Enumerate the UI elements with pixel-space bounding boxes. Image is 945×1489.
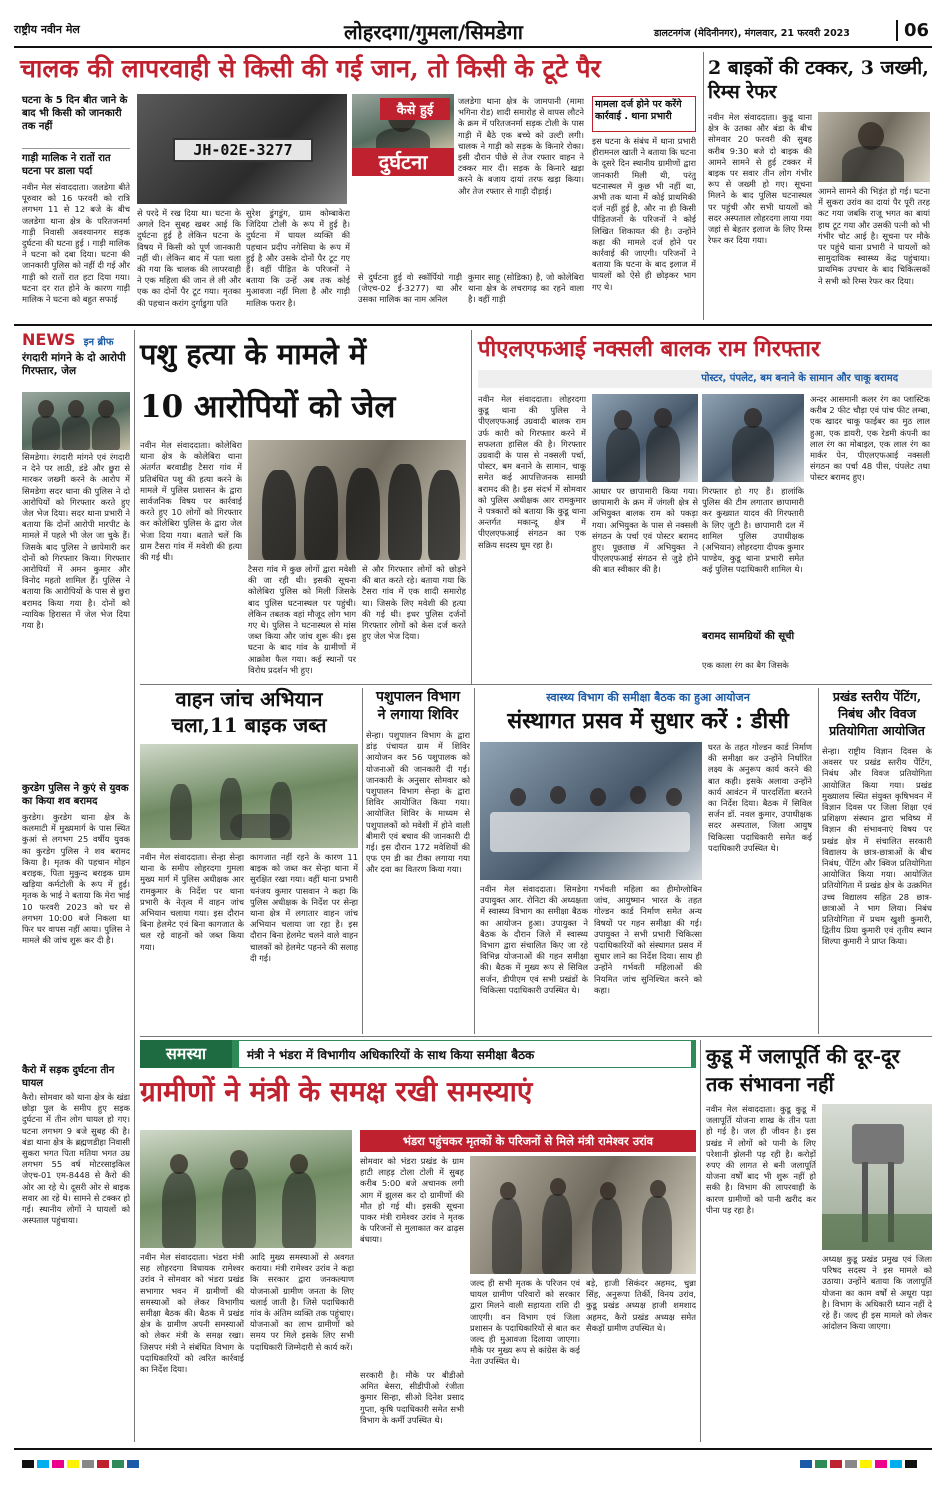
health-headline: संस्थागत प्रसव में सुधार करें : डीसी — [507, 708, 789, 734]
animal-col-2: टैसरा गांव में कुछ लोगों द्वारा मवेशी की जा रही थी। इसकी सूचना कोलेबिरा पुलिस को मिली जिसके बाद पुलिस घटनास्थल पर पहुंची। लेकिन तबतक वहां मौजूद लोग भाग गए थे। पुलिस ने घटनास्थल से मांस जब्त किया और जांच शुरू की। इस घटना के बाद गांव के ग्रामीणों में आक्रोश फैल गया। कई स्थानों पर विरोध प्रदर्शन भी हुए। — [248, 564, 356, 675]
vehicle-col-1: नवीन मेल संवाददाता। सेन्हा सेन्हा थाना के समीप लोहरदगा गुमला मुख्य मार्ग में पुलिस अधीक्षक आर रामकुमार के निर्देश पर थाना प्रभारी के नेतृत्व में वाहन जांच अभियान चलाया गया। इस दौरान बिना हेलमेट एवं बिना कागजात के चल रहे वाहनों को जब्त किया गया। — [140, 852, 244, 952]
naxal-headline: पीएलएफआई नक्सली बालक राम गिरफ्तार — [478, 336, 820, 362]
lead-col-5: से दुर्घटना हुई वो स्कॉर्पियो गाड़ी (जेएच-02 ई-3277) था और उसका मालिक का नाम अनिल — [358, 272, 462, 305]
lead-headline: चालक की लापरवाही से किसी की गई जान, तो किसी के टूटे पैर — [20, 54, 601, 83]
minister-col-1: नवीन मेल संवाददाता। भंडरा मंत्री सह लोहरदगा विधायक रामेश्वर उरांव ने सोमवार को भंडरा प्रखंड सभागार भवन में ग्रामीणों की समस्याओं को लेकर विभागीय समीक्षा बैठक की। बैठक में प्रखंड क्षेत्र के ग्रामीण अपनी समस्याओं को लेकर मंत्री के समक्ष रखा। जिसपर मंत्री ने संबंधित विभाग के पदाधिकारियों को त्वरित कार्रवाई का निर्देश दिया। — [140, 1252, 244, 1375]
edition-line: डालटनगंज (मेदिनीनगर), मंगलवार, 21 फरवरी 2023 — [654, 28, 850, 39]
lead-col-4: जलडेगा थाना क्षेत्र के जामपानी (मामा भगिना रोड) शादी समारोह से वापस लौटने के क्रम में परितजनर्मा सड़क टोली के पास गाड़ी में बैठे एक बच्चे को उल्टी लगी। चालक ने गाड़ी को सड़क के किनारे रोका। इसी दौरान पीछे से तेज रफ्तार वाहन ने टक्कर मार दी। सड़क के किनारे खड़ा करने के बजाय दायां तरफ खड़ा किया। और तेज रफ्तार से गाड़ी दौड़ाई। — [458, 96, 584, 196]
minister-sub-col-2: जल्द ही सभी मृतक के परिजन एवं घायल ग्रामीण परिवारों को सरकार द्वारा मिलने वाली सहायता राशि दी जाएगी। वन विभाग एवं जिला प्रशासन के पदाधिकारियों से बात कर जल्द ही मुआवजा दिलाया जाएगा। मौके पर मुख्य रूप से कांग्रेस के कई नेता उपस्थित थे। — [470, 1278, 580, 1367]
header-rule — [14, 46, 932, 48]
color-registration-marks-right — [800, 1460, 917, 1468]
accused-photo — [248, 440, 466, 560]
brand-logo: राष्ट्रीय नवीन मेल — [14, 23, 80, 36]
vehicle-col-2: कागजात नहीं रहने के कारण 11 बाइक को जब्त कर सेन्हा थाना में सुरक्षित रखा गया। वहीं थाना प्रभारी धनंजय कुमार पासवान ने कहा कि पुलिस अधीक्षक के निर्देश पर सेन्हा थाना क्षेत्र में लगातार वाहन जांच अभियान चलाया जा रहा है। इस दौरान बिना हेलमेट चलने वाले वाहन चालकों को हेलमेट पहनने की सलाह दी गई। — [250, 852, 358, 963]
water-tank-photo — [822, 1104, 932, 1250]
injured-photo — [818, 112, 930, 182]
lead-col-6: कुमार साहू (सोडिका) है, जो कोलेबिरा थाना क्षेत्र के लचरागढ़ का रहने वाला है। वहीं गाड़ी — [468, 272, 584, 305]
health-col-2: गर्भवती महिला का हीमोग्लोबिन जांच, आयुष्मान भारत के तहत गोल्डन कार्ड निर्माण समेत अन्य विषयों पर गहन समीक्षा की गई। उपायुक्त ने सभी प्रभारी चिकित्सा पदाधिकारियों को संस्थागत प्रसव में सुधार लाने का निर्देश दिया। साथ ही उन्होंने गर्भवती महिलाओं की नियमित जांच सुनिश्चित करने को कहा। — [594, 884, 702, 995]
animal-col-3: से और गिरफ्तार लोगों को छोड़ने की बात करते रहे। बताया गया कि टैसरा गांव में एक शादी समारोह था। जिसके लिए मवेशी की हत्या की गई थी। इधर पुलिस दर्जनों गिरफ्तार लोगों को केस दर्ज करते हुए जेल भेज दिया। — [362, 564, 466, 642]
brief-2-body: कुरडेग। कुरडेग थाना क्षेत्र के कलमाटी में मुख्यमार्ग के पास स्थित कुआं से लगभग 25 वर्षीय युवक का कुरडेग पुलिस ने शव बरामद किया है। मृतक की पहचान मोहन बराइक, पिता मुकुन्द बराइक ग्राम खड़िया कर्मटोली के रूप में हुई। मृतक के भाई ने बताया कि मेरा भाई 10 फरवरी 2023 को घर से लगभग 10:00 बजे निकला था फिर घर वापस नहीं आया। पुलिस ने मामले की जांच शुरू कर दी है। — [22, 812, 130, 946]
kudu-accident-body-right: आमने सामने की भिड़ंत हो गई। घटना में सुकरा उरांव का दायां पैर पूरी तरह कट गया जबकि राजू भगत का बायां हाथ टूट गया और उसकी पत्नी को भी गंभीर चोट आई है। सूचना पर मौके पर पहुंचे थाना प्रभारी ने घायलों को सामुदायिक स्वास्थ्य केंद्र पहुंचाया। प्राथमिक उपचार के बाद चिकित्सकों ने सभी को रिम्स रेफर कर दिया। — [818, 186, 930, 286]
vehicle-headline-2: चला,11 बाइक जब्त — [171, 713, 327, 737]
police-statement-box-title: मामला दर्ज होने पर करेंगे कार्रवाई . थाना प्रभारी — [592, 96, 696, 132]
health-col-3: घरत के तहत गोल्डन कार्ड निर्माण की समीक्षा कर उन्होंने निर्धारित लक्ष्य के अनुरूप कार्य करने की बात कही। इसके अलावा उन्होंने कार्य आवंटन में पारदर्शिता बरतने का निर्देश दिया। बैठक में सिविल सर्जन डॉ. नवल कुमार, उपाधीक्षक सदर अस्पताल, जिला आयुष चिकित्सा पदाधिकारी समेत कई पदाधिकारी उपस्थित थे। — [708, 742, 812, 853]
police-press-photo — [592, 394, 698, 482]
vehicle-headline-1: वाहन जांच अभियान — [175, 687, 323, 711]
color-registration-marks-left — [22, 1460, 139, 1468]
water-body-2: अध्यक्ष कुडू प्रखंड प्रमुख एवं जिला परिषद सदस्य ने इस मामले को उठाया। उन्होंने बताया कि जलापूर्ति योजना का काम वर्षों से अधूरा पड़ा है। विभाग के अधिकारी ध्यान नहीं दे रहे हैं। जल्द ही इस मामले को लेकर आंदोलन किया जाएगा। — [822, 1254, 932, 1332]
recovered-items-intro: एक काला रंग का बैग जिसके — [702, 660, 789, 670]
minister-visit-photo — [470, 1156, 696, 1274]
news-brief-title: NEWS इन ब्रीफ — [22, 330, 114, 349]
camp-headline-2: ने लगाया शिविर — [377, 707, 459, 723]
masthead — [14, 18, 932, 46]
water-headline: कुडू में जलापूर्ति की दूर-दूर तक संभावना नहीं — [706, 1044, 900, 1096]
health-col-1: नवीन मेल संवाददाता। सिमडेगा उपायुक्त आर. रोनिटा की अध्यक्षता में स्वास्थ्य विभाग का समीक्षा बैठक का आयोजन हुआ। उपायुक्त ने बैठक के दौरान जिले में स्वास्थ्य विभाग द्वारा संचालित किए जा रहे विभिन्न योजनाओं की गहन समीक्षा की। बैठक में मुख्य रूप से सिविल सर्जन, डीपीएम एवं सभी प्रखंडों के चिकित्सा पदाधिकारी उपस्थित थे। — [480, 884, 588, 995]
recovered-items-title: बरामद सामग्रियों की सूची — [702, 631, 795, 642]
lead-sidebar-kicker: घटना के 5 दिन बीत जाने के बाद भी किसी को जानकारी तक नहीं — [22, 95, 128, 132]
naxal-col-2: आधार पर छापामारी किया गया। छापामारी के क्रम में जंगली क्षेत्र से अभियुक्त बालक राम को पकड़ा गया। अभियुक्त के पास से नक्सली संगठन के पर्चा एवं पोस्टर बरामद हुए। पूछताछ में अभियुक्त ने पीएलएफआई संगठन से जुड़े होने की बात स्वीकार की है। — [592, 486, 698, 575]
vehicle-plate-photo — [137, 94, 347, 204]
health-meeting-photo — [480, 742, 702, 880]
lead-sidebar-sub: गाड़ी मालिक ने रातों रात घटना पर डाला पर्दा — [22, 148, 130, 178]
minister-col-2: आदि मुख्य समस्याओं से अवगत कराया। मंत्री रामेश्वर उरांव ने कहा कि सरकार द्वारा जनकल्याण योजनाओं ग्रामीण जनता के लिए चलाई जाती है। जिसे पदाधिकारी गांव के अंतिम व्यक्ति तक पहुंचाए। योजनाओं का लाभ ग्रामीणों को समय पर मिले इसके लिए सभी पदाधिकारी जिम्मेदारी से कार्य करें। — [250, 1252, 354, 1352]
minister-col-3: सरकारी है। मौके पर बीडीओ अमित बेसरा, सीडीपीओ रंजीता कुमार सिन्हा, सीओ दिनेश प्रसाद गुप्ता, कृषि पदाधिकारी समेत सभी विभाग के कर्मी उपस्थित थे। — [360, 1370, 464, 1425]
minister-sub-kicker: भंडरा पहुंचकर मृतकों के परिजनों से मिले मंत्री रामेश्वर उरांव — [360, 1130, 696, 1152]
brief-2-headline: कुरडेग पुलिस ने कुएं से युवक का किया शव बरामद — [22, 783, 129, 807]
how-accident-label: कैसे हुई — [380, 98, 450, 148]
minister-kicker: मंत्री ने भंडरा में विभागीय अधिकारियों के साथ किया समीक्षा बैठक — [238, 1040, 692, 1068]
minister-headline: ग्रामीणों ने मंत्री के समक्ष रखी समस्याएं — [140, 1075, 533, 1108]
page-number: 06 — [896, 20, 929, 41]
animal-col-1: नवीन मेल संवाददाता। कोलेबिरा थाना क्षेत्र के कोलेबिरा थाना अंतर्गत बरवाडीह टैसरा गांव में प्रतिबंधित पशु की हत्या करने के मामले में पुलिस प्रशासन के द्वारा सार्वजनिक विषय पर कार्रवाई करते हुए 10 लोगों को गिरफ्तार कर कोलेबिरा पुलिस के द्वारा जेल भेजा दिया गया। बताते चलें कि ग्राम टैसरा गांव में मवेशी की हत्या की गई थी। — [140, 440, 242, 563]
camp-body: सेन्हा। पशुपालन विभाग के द्वारा डांड़ पंचायत ग्राम में शिविर आयोजन कर 56 पशुपालक को योजनाओं की जानकारी दी गई। जानकारी के अनुसार सोमवार को पशुपालन विभाग सेन्हा के द्वारा शिविर आयोजित किया गया। आयोजित शिविर के माध्यम से पशुपालकों को मवेशी में होने वाली बीमारी एवं बचाव की जानकारी दी गई। इस दौरान 172 मवेशियों की एफ एम डी का टीका लगाया गया और दवा का वितरण किया गया। — [366, 730, 470, 875]
accused-naxal-photo — [702, 394, 804, 482]
minister-tag: समस्या — [140, 1040, 232, 1068]
lead-col-3: सुरेश डुंगडुंग, ग्राम कोम्बाकेरा जिदिया टोली के रूप में हुई है। दुर्घटना में घायल व्यक्ति की पहचान प्रदीप नगेसिया के रूप में हुई है और उसके दोनों पैर टूट गए हैं। वहीं पीड़ित के परिजनों ने बताया कि उन्हें अब तक कोई मुआवजा नहीं मिला है और गाड़ी मालिक फरार है। — [246, 208, 350, 308]
health-kicker: स्वास्थ्य विभाग की समीक्षा बैठक का हुआ आयोजन — [546, 691, 750, 704]
water-body: नवीन मेल संवाददाता। कुडू कुडू में जलापूर्ति योजना शाख के तीन पता हो गई है। जल ही जीवन है। इस प्रखंड में लोगों को पानी के लिए परेशानी झेलनी पड़ रही है। करोड़ों रुपए की लागत से बनी जलापूर्ति योजना वर्षों बाद भी शुरू नहीं हो सकी है। विभाग की लापरवाही के कारण ग्रामीणों को पानी खरीद कर पीना पड़ रहा है। — [706, 1104, 816, 1215]
camp-headline-1: पशुपालन विभाग — [376, 689, 460, 705]
minister-banner — [140, 1040, 696, 1068]
naxal-col-4: अन्दर आसमानी कलर रंग का प्लास्टिक करीब 2 फीट चौड़ा एवं पांच फीट लम्बा, एक खादर चाकू फाईबर का मुठ लाल हुआ, एक डायरी, एक रेडमी कंपनी का लाल रंग का मोबाइल, एक लाल रंग का मार्कर पेन, पीएलएफआई नक्सली संगठन का पर्चा 48 पीस, पंपलेट तथा पोस्टर बरामद हुए। — [810, 394, 930, 483]
naxal-col-3: गिरफ्तार हो गए हैं। हालांकि पुलिस की टीम लगातार छापामारी कर कुख्यात यादव की गिरफ्तारी के लिए जुटी है। छापामारी दल में शामिल पुलिस उपाधीक्षक (अभियान) लोहरदगा दीपक कुमार पाण्डेय, कुडू थाना प्रभारी समेत कई पुलिस पदाधिकारी शामिल थे। — [702, 486, 804, 575]
brief-3-body: कैरो। सोमवार को थाना क्षेत्र के खंडा छोड़ा पुल के समीप हुए सड़क दुर्घटना में तीन लोग घायल हो गए। घटना लगभग 9 बजे सुबह की है। बंडा थाना क्षेत्र के ब्रह्मणडीहा निवासी सुकरा भगत पिता मतिया भगत उम्र लगभग 55 वर्ष मोटरसाइकिल जेएच-01 एम-8448 से कैरो की ओर आ रहे थे। दूसरी ओर से बाइक सवार आ रहे थे। सामने से टक्कर हो गई। स्थानीय लोगों ने घायलों को अस्पताल पहुंचाया। — [22, 1092, 130, 1226]
painting-headline: प्रखंड स्तरीय पेंटिंग, निबंध और विवज प्रतियोगिता आयोजित — [829, 689, 925, 738]
brief-1-headline: रंगदारी मांगने के दो आरोपी गिरफ्तार, जेल — [22, 352, 126, 377]
animal-headline-1: पशु हत्या के मामले में — [140, 337, 367, 371]
minister-sub-col-3: बड़े, हाजी सिकंदर अहमद, चुन्ना सिंह, अनुरूपा तिर्की, विनय उरांव, कुडू प्रखंड अध्यक्ष हाजी शमशाद अहमद, कैरो प्रखंड अध्यक्ष समेत सैकड़ों ग्रामीण उपस्थित थे। — [586, 1278, 696, 1333]
vehicle-check-photo — [140, 744, 358, 848]
minister-meeting-photo — [140, 1130, 352, 1248]
painting-body: सेन्हा। राष्ट्रीय विज्ञान दिवस के अवसर पर प्रखंड स्तरीय पेंटिंग, निबंध और विवज प्रतियोगिता आयोजित किया गया। प्रखंड मुख्यालय स्थित संयुक्त कृषिभवन में विज्ञान दिवस पर जिला शिक्षा एवं प्रशिक्षण संस्थान द्वारा भविष्य में विज्ञान की संभावनाएं विषय पर प्रखंड क्षेत्र में संचालित सरकारी विद्यालय के छात्र-छात्राओं के बीच निबंध, पेंटिंग और क्विज प्रतियोगिता आयोजित किया गया। आयोजित प्रतियोगिता में प्रखंड क्षेत्र के उत्क्रमित उच्च विद्यालय सहित 28 छात्र-छात्राओं ने भाग लिया। निबंध प्रतियोगिता में प्रथम खुशी कुमारी, द्वितीय प्रिया कुमारी एवं तृतीय स्थान शिल्पा कुमारी ने प्राप्त किया। — [822, 746, 932, 947]
how-accident-label-2: दुर्घटना — [352, 148, 454, 176]
brief-3-headline: कैरो में सड़क दुर्घटना तीन घायल — [22, 1065, 115, 1089]
naxal-subhead: पोस्टर, पंपलेट, बम बनाने के सामान और चाकू बरामद — [478, 370, 932, 388]
lead-col-1: नवीन मेल संवाददाता। जलडेगा बीते पूरुवार को 16 फरवरी को रात्रि लगभग 11 से 12 बजे के बीच जलडेगा थाना क्षेत्र के परितजनर्मा गाड़ी निवासी अवश्यानगर सड़क दुर्घटना की घटना हुई । गाड़ी मालिक ने घटना को दबा दिया। घटना की जानकारी पुलिस को नहीं दी गई और गाड़ी को रातों रात हटा दिया गया। घटना दर रात होने के कारण गाड़ी मालिक ने घटना को बहुत सफाई — [22, 182, 130, 305]
police-statement-body: इस घटना के संबंध में थाना प्रभारी हीरामनल खाती ने बताया कि घटना के दूसरे दिन स्थानीय ग्रामीणों द्वारा जानकारी मिली थी, परंतु घटनास्थल में कुछ भी नहीं था, अभी तक थाना में कोई प्राथमिकी दर्ज नहीं हुई है, और ना ही किसी पीड़ितजनों के परिजनों ने कोई लिखित शिकायत की है। उन्होंने कहा की मामले दर्ज होने पर कार्रवाई की जाएगी। परिजनों ने बताया कि घटना के बाद इलाज में घायलों को ऐसे ही छोड़कर भाग गए थे। — [592, 136, 696, 292]
section-title: लोहरदगा/गुमला/सिमडेगा — [344, 20, 523, 44]
lead-col-2: से परदे में रख दिया था। घटना के अगले दिन सुबह खबर आई कि दुर्घटना हुई है लेकिन घटना के विषय में किसी को पूर्ण जानकारी नहीं थी। लेकिन बाद में पता चला की गया कि चालक की लापरवाही ने एक महिला की जान ले ली और एक का दोनों पैर टूट गया। मृतका की पहचान करांग दुर्गाडुगा पति — [137, 208, 241, 308]
minister-sub-col-1: सोमवार को भंडरा प्रखंड के ग्राम हाटी लाहड़ टोला टोली में सुबह करीब 5:00 बजे अचानक लगी आग में झुलस कर दो ग्रामीणों की मौत हो गई थी। इसकी सूचना पाकर मंत्री रामेश्वर उरांव ने मृतक के परिजनों से मुलाकात कर ढाढ़स बंधाया। — [360, 1156, 464, 1245]
kudu-accident-body-left: नवीन मेल संवाददाता। कुडू थाना क्षेत्र के उतका और बंडा के बीच सोमवार 20 फरवरी की सुबह करीब 9:30 बजे दो बाइक की आमने सामने से हुई टक्कर में बाइक पर सवार तीन लोग गंभीर रूप से जख्मी हो गए। सूचना मिलने के बाद पुलिस घटनास्थल पर पहुंची और सभी घायलों को सदर अस्पताल लोहरदगा लाया गया जहां से बेहतर इलाज के लिए रिम्स रेफर कर दिया गया। — [708, 112, 812, 246]
kudu-accident-headline: 2 बाइकों की टक्कर, 3 जख्मी, रिम्स रेफर — [708, 57, 929, 103]
naxal-col-1: नवीन मेल संवाददाता। लोहरदगा कुडू थाना की पुलिस ने पीएलएफआई उग्रवादी बालक राम उर्फ कारी को गिरफ्तार करने में सफलता हासिल की है। गिरफ्तार उग्रवादी के पास से नक्सली पर्चा, पोस्टर, बम बनाने के सामान, चाकू समेत कई आपत्तिजनक सामग्री बरामद की है। इस संदर्भ में सोमवार को पुलिस अधीक्षक आर रामकुमार ने पत्रकारों को बताया कि कुडू थाना अन्तर्गत मकान्दू क्षेत्र में पीएलएफआई संगठन का एक सक्रिय सदस्य घूम रहा है। — [478, 394, 586, 550]
brief-1-photo — [22, 392, 130, 450]
animal-headline-2: 10 आरोपियों को जेल — [140, 389, 396, 425]
brief-1-body: सिमडेगा। रंगदारी मांगने एवं रंगदारी न देने पर लाठी, डंडे और छुरा से मारकर जख्मी करने के आरोप में सिमडेगा सदर थाना की पुलिस ने दो आरोपियों को गिरफ्तार करते हुए जेल भेज दिया। सदर थाना प्रभारी ने बताया कि दोनों आरोपी मारपीट के मामले में पहले भी जेल जा चुके हैं। जिसके बाद पुलिस ने छापेमारी कर दोनों को गिरफ्तार किया। गिरफ्तार आरोपियों में अमन कुमार और विनोद महतो शामिल हैं। पुलिस ने बताया कि आरोपियों के पास से छुरा बरामद किया गया है। दोनों को न्यायिक हिरासत में जेल भेज दिया गया है। — [22, 452, 130, 631]
license-plate: JH-02E-3277 — [173, 138, 313, 162]
